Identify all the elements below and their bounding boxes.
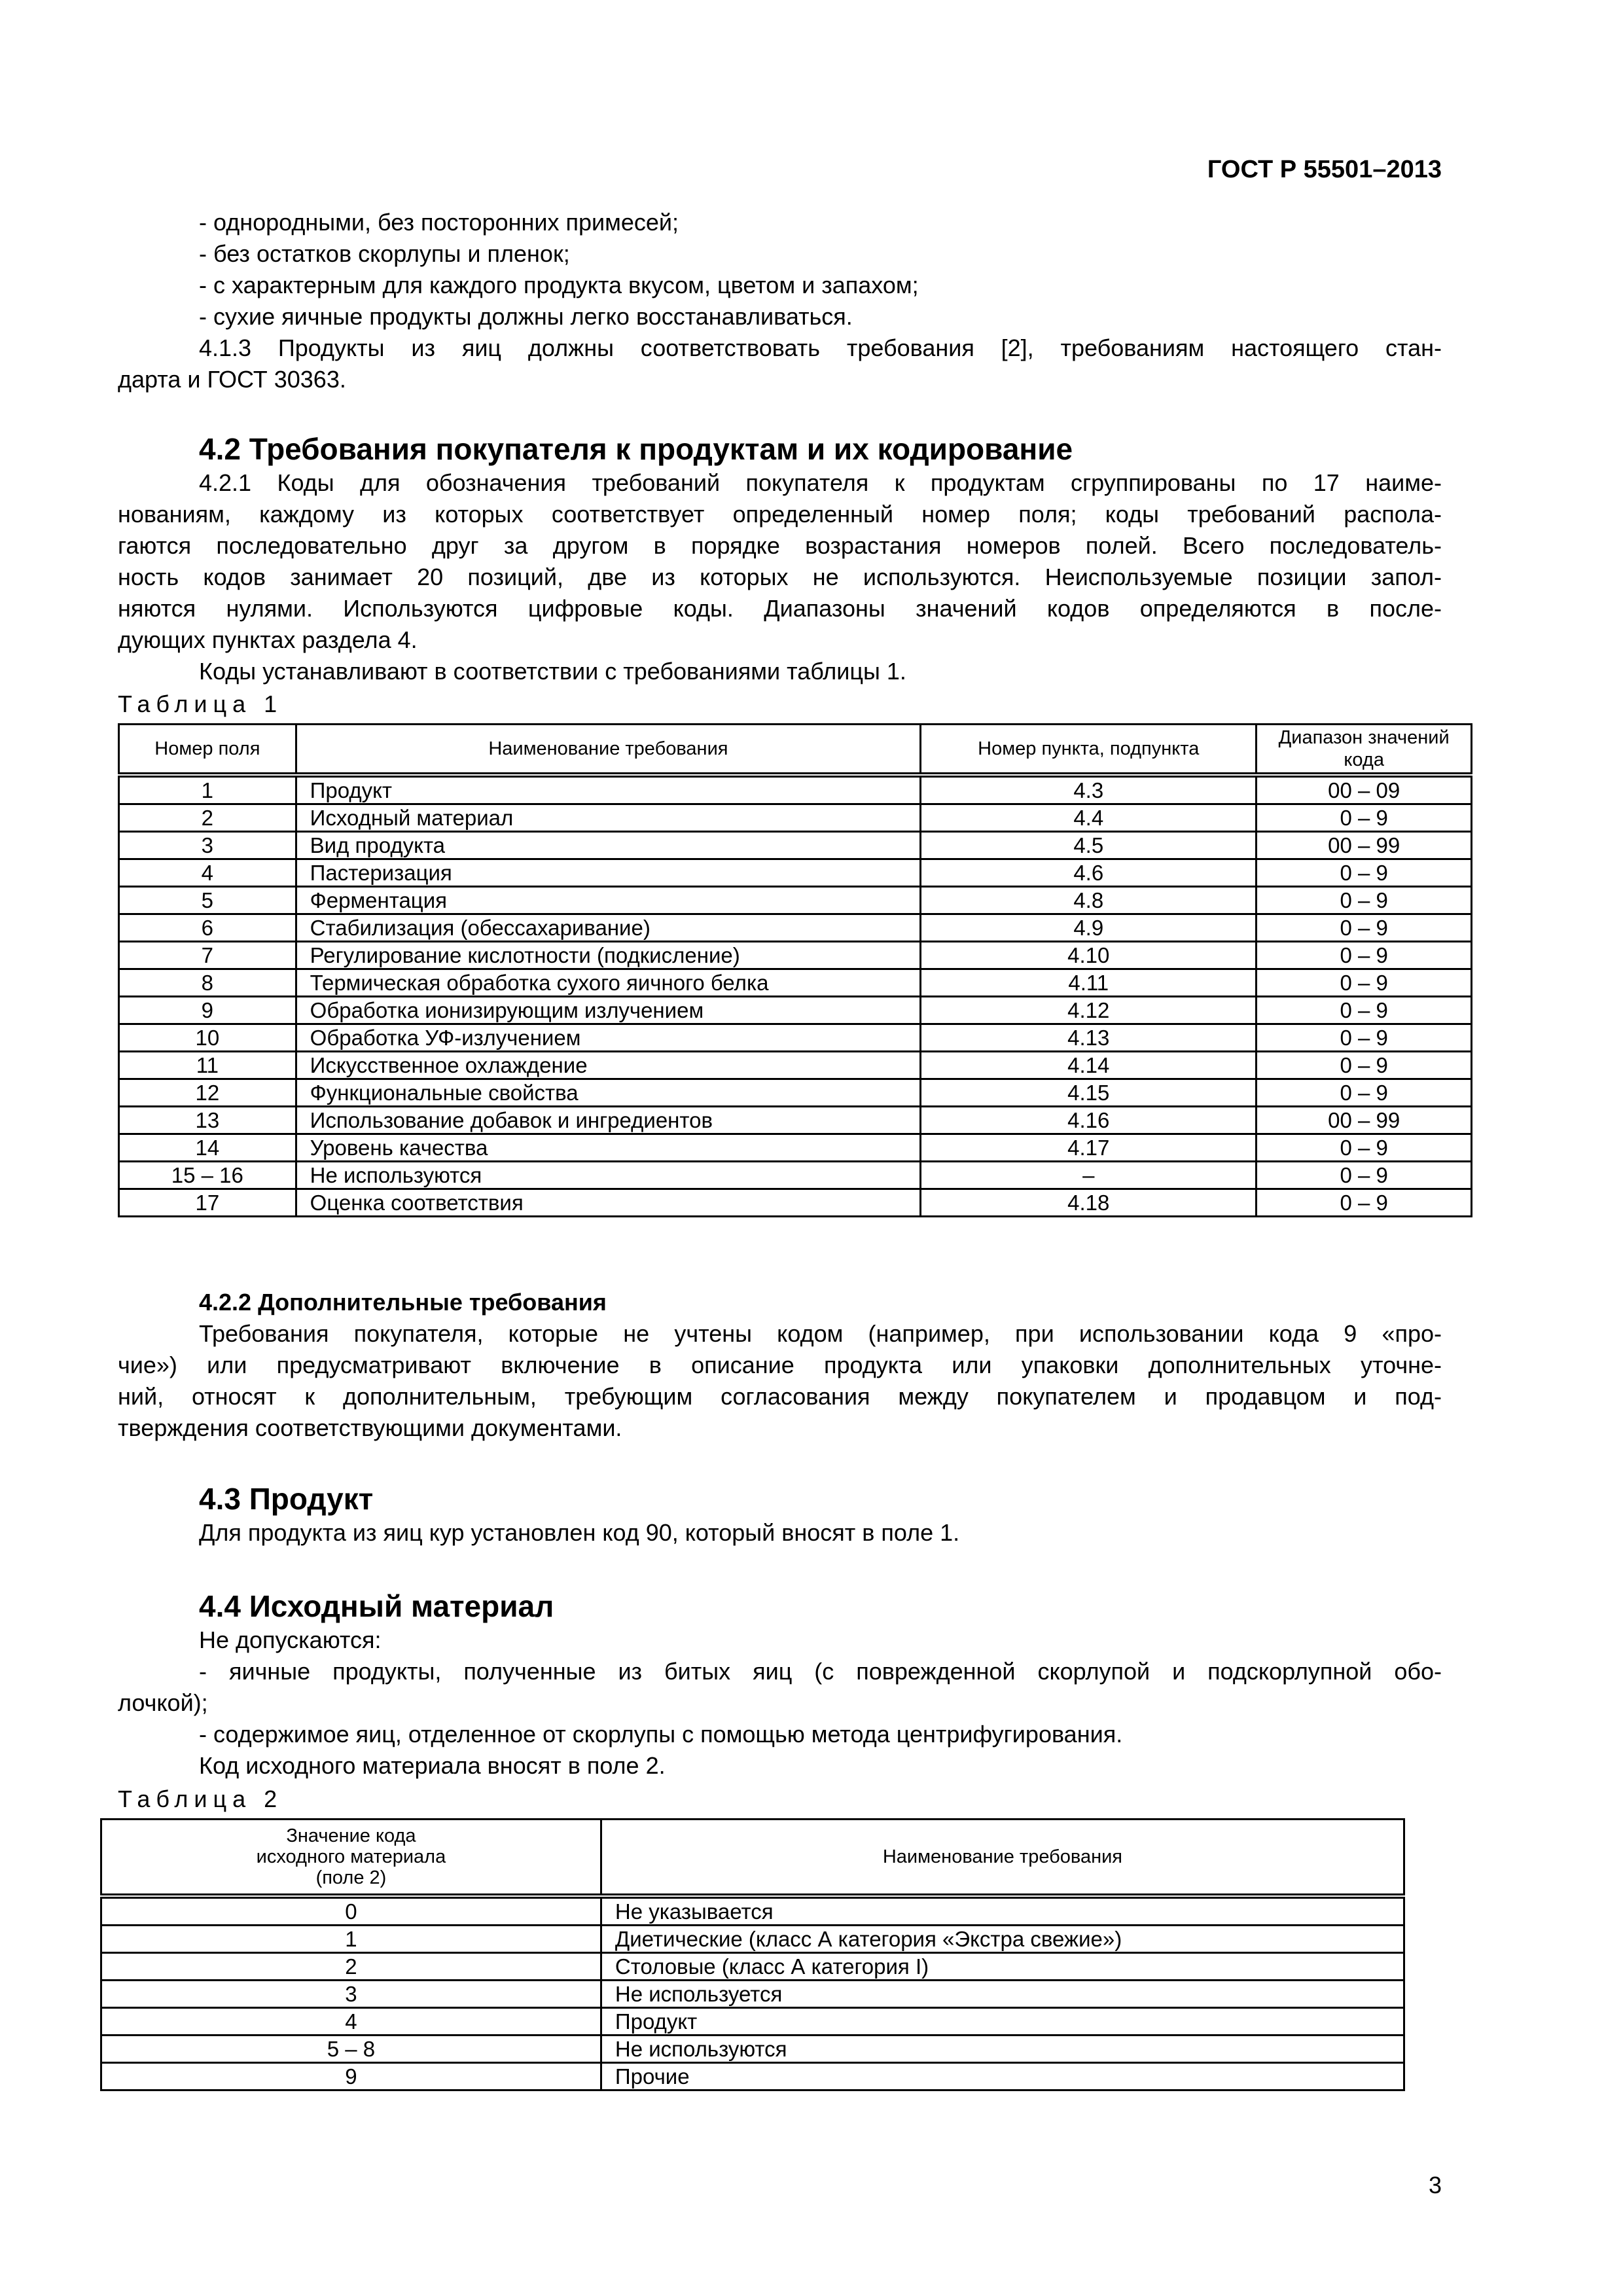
table-row — [119, 914, 1472, 942]
bullet: - сухие яичные продукты должны легко восстанавливаться. — [199, 303, 853, 330]
table-cell: 4 — [119, 859, 296, 887]
table-cell: 4.8 — [921, 887, 1257, 914]
table-cell: 4.6 — [921, 859, 1257, 887]
table-cell: 4.15 — [921, 1079, 1257, 1107]
table-row — [119, 1024, 1472, 1052]
table-cell: 0 – 9 — [1257, 1189, 1472, 1217]
table-cell: 0 – 9 — [1257, 804, 1472, 832]
table-row — [101, 2008, 1404, 2036]
table-cell: 0 – 9 — [1257, 1052, 1472, 1079]
paragraph-line: дарта и ГОСТ 30363. — [118, 366, 346, 393]
table-cell: 4.5 — [921, 832, 1257, 859]
table-cell: Прочие — [601, 2063, 1404, 2090]
table-cell: Искусственное охлаждение — [296, 1052, 921, 1079]
table-cell: 0 – 9 — [1257, 859, 1472, 887]
column-header: Наименование требования — [296, 725, 921, 776]
table-row — [101, 1926, 1404, 1953]
table-cell: 0 – 9 — [1257, 969, 1472, 997]
table-cell: 9 — [119, 997, 296, 1024]
table-cell: 4.3 — [921, 775, 1257, 804]
paragraph-line: тверждения соответствующими документами. — [118, 1414, 622, 1441]
table-cell: 8 — [119, 969, 296, 997]
section-4-2-2 — [118, 1287, 1442, 1444]
table-cell: Вид продукта — [296, 832, 921, 859]
table-cell: – — [921, 1162, 1257, 1189]
table-cell: Столовые (класс А категория I) — [601, 1953, 1404, 1981]
table-cell: Обработка ионизирующим излучением — [296, 997, 921, 1024]
paragraph-line: дующих пунктах раздела 4. — [118, 626, 418, 653]
table-cell: 4.16 — [921, 1107, 1257, 1134]
header-line: (поле 2) — [315, 1867, 387, 1888]
table2 — [100, 1818, 1405, 2091]
table-row — [119, 887, 1472, 914]
table-cell: 3 — [101, 1981, 601, 2008]
table-row — [101, 2036, 1404, 2063]
paragraph-line: ний, относят к дополнительным, требующим согласования между покупателем и продавцом и под- — [118, 1383, 1442, 1410]
table-cell: 4.4 — [921, 804, 1257, 832]
table-cell: 2 — [101, 1953, 601, 1981]
section-heading: 4.4 Исходный материал — [199, 1589, 554, 1623]
table-cell: Использование добавок и ингредиентов — [296, 1107, 921, 1134]
table-cell: Не указывается — [601, 1896, 1404, 1926]
paragraph-line: Коды устанавливают в соответствии с требованиями таблицы 1. — [199, 658, 906, 685]
table-cell: 3 — [119, 832, 296, 859]
table-row — [119, 859, 1472, 887]
table-cell: 4.9 — [921, 914, 1257, 942]
table-row — [119, 997, 1472, 1024]
paragraph-line: 4.2.1 Коды для обозначения требований покупателя к продуктам сгруппированы по 17 наиме- — [199, 469, 1442, 496]
paragraph-line: 4.1.3 Продукты из яиц должны соответствовать требования [2], требованиям настоящего стан- — [199, 334, 1442, 361]
table2-caption: Таблица 2 — [118, 1785, 283, 1812]
table-cell: Обработка УФ-излучением — [296, 1024, 921, 1052]
table-cell: 00 – 99 — [1257, 832, 1472, 859]
paragraph-line: Не допускаются: — [199, 1626, 382, 1653]
table-cell: 00 – 09 — [1257, 775, 1472, 804]
paragraph-line: гаются последовательно друг за другом в порядке возрастания номеров полей. Всего последователь- — [118, 532, 1442, 559]
table-cell: 0 – 9 — [1257, 914, 1472, 942]
table-cell: Термическая обработка сухого яичного белка — [296, 969, 921, 997]
table-row — [101, 1896, 1404, 1926]
table-cell: Стабилизация (обессахаривание) — [296, 914, 921, 942]
table1 — [118, 723, 1472, 1217]
table-cell: 11 — [119, 1052, 296, 1079]
section-4-3 — [118, 1480, 1442, 1549]
table-cell: 7 — [119, 942, 296, 969]
bullet: - без остатков скорлупы и пленок; — [199, 240, 570, 267]
table-cell: 13 — [119, 1107, 296, 1134]
paragraph-line: Для продукта из яиц кур установлен код 90, который вносят в поле 1. — [199, 1519, 960, 1546]
table-cell: Продукт — [296, 775, 921, 804]
table-row — [119, 1162, 1472, 1189]
table-cell: 4.14 — [921, 1052, 1257, 1079]
table-row — [119, 942, 1472, 969]
section-heading: 4.3 Продукт — [199, 1482, 374, 1516]
table-row — [119, 804, 1472, 832]
column-header: Диапазон значений кода — [1257, 725, 1472, 776]
table-row — [119, 1134, 1472, 1162]
paragraph-line: чие») или предусматривают включение в описание продукта или упаковки дополнительных уточне- — [118, 1352, 1442, 1378]
table-cell: Уровень качества — [296, 1134, 921, 1162]
paragraph-line: - яичные продукты, полученные из битых яиц (с поврежденной скорлупой и подскорлупной обо- — [199, 1658, 1442, 1685]
column-header: Наименование требования — [601, 1820, 1404, 1897]
header-line: Значение кода — [286, 1825, 416, 1846]
table-row — [119, 1079, 1472, 1107]
table-cell: 12 — [119, 1079, 296, 1107]
table2-header-row — [101, 1820, 1404, 1897]
table-cell: 0 – 9 — [1257, 997, 1472, 1024]
table-cell: 1 — [119, 775, 296, 804]
table-cell: 0 — [101, 1896, 601, 1926]
table-cell: 17 — [119, 1189, 296, 1217]
table-cell: Ферментация — [296, 887, 921, 914]
paragraph-line: - содержимое яиц, отделенное от скорлупы с помощью метода центрифугирования. — [199, 1721, 1123, 1748]
header-line: исходного материала — [256, 1846, 446, 1867]
bullet: - однородными, без посторонних примесей; — [199, 209, 679, 236]
table-row — [101, 1953, 1404, 1981]
table-cell: 15 – 16 — [119, 1162, 296, 1189]
table-cell: 4.11 — [921, 969, 1257, 997]
table-cell: Регулирование кислотности (подкисление) — [296, 942, 921, 969]
paragraph-line: ность кодов занимает 20 позиций, две из которых не используются. Неиспользуемые позиции запол- — [118, 564, 1442, 590]
section-4-4 — [118, 1588, 1442, 1782]
table-cell: Оценка соответствия — [296, 1189, 921, 1217]
table-cell: 9 — [101, 2063, 601, 2090]
paragraph-line: няются нулями. Используются цифровые коды. Диапазоны значений кодов определяются в после- — [118, 595, 1442, 622]
table-cell: 00 – 99 — [1257, 1107, 1472, 1134]
table-cell: Исходный материал — [296, 804, 921, 832]
table-cell: Диетические (класс А категория «Экстра свежие») — [601, 1926, 1404, 1953]
table-cell: Функциональные свойства — [296, 1079, 921, 1107]
document-id-header: ГОСТ Р 55501–2013 — [1207, 156, 1442, 183]
table-row — [119, 832, 1472, 859]
table-cell: 2 — [119, 804, 296, 832]
page-number: 3 — [1428, 2172, 1442, 2198]
table1-caption: Таблица 1 — [118, 691, 283, 717]
table1-header-row — [119, 725, 1472, 776]
table-cell: 0 – 9 — [1257, 942, 1472, 969]
column-header: Номер пункта, подпункта — [921, 725, 1257, 776]
bullet: - с характерным для каждого продукта вкусом, цветом и запахом; — [199, 272, 919, 298]
table-cell: 5 – 8 — [101, 2036, 601, 2063]
table-cell: Продукт — [601, 2008, 1404, 2036]
table-row — [119, 1189, 1472, 1217]
table-cell: 6 — [119, 914, 296, 942]
table-row — [101, 1981, 1404, 2008]
section-heading: 4.2 Требования покупателя к продуктам и их кодирование — [199, 432, 1073, 466]
paragraph-line: нованиям, каждому из которых соответствует определенный номер поля; коды требований распола- — [118, 501, 1442, 528]
paragraph-line: Требования покупателя, которые не учтены кодом (например, при использовании кода 9 «про- — [199, 1320, 1442, 1347]
table-cell: 0 – 9 — [1257, 1134, 1472, 1162]
table-cell: 4.10 — [921, 942, 1257, 969]
table-cell: 1 — [101, 1926, 601, 1953]
section-4-2 — [118, 431, 1442, 687]
table-cell: 4.17 — [921, 1134, 1257, 1162]
paragraph-line: лочкой); — [118, 1689, 208, 1716]
table-cell: 14 — [119, 1134, 296, 1162]
table-cell: 0 – 9 — [1257, 1079, 1472, 1107]
table-cell: 4.12 — [921, 997, 1257, 1024]
table-cell: Не используются — [296, 1162, 921, 1189]
table-cell: 0 – 9 — [1257, 887, 1472, 914]
subsection-heading: 4.2.2 Дополнительные требования — [199, 1289, 607, 1316]
table-cell: 0 – 9 — [1257, 1024, 1472, 1052]
column-header — [101, 1820, 601, 1897]
intro-section — [118, 207, 1442, 395]
table-cell: Пастеризация — [296, 859, 921, 887]
table-cell: 4.13 — [921, 1024, 1257, 1052]
table-row — [101, 2063, 1404, 2090]
table-cell: Не используется — [601, 1981, 1404, 2008]
table-row — [119, 969, 1472, 997]
table-cell: 10 — [119, 1024, 296, 1052]
table-cell: Не используются — [601, 2036, 1404, 2063]
table-row — [119, 1052, 1472, 1079]
paragraph-line: Код исходного материала вносят в поле 2. — [199, 1752, 666, 1779]
table-cell: 4 — [101, 2008, 601, 2036]
table-cell: 0 – 9 — [1257, 1162, 1472, 1189]
table-row — [119, 1107, 1472, 1134]
table-cell: 5 — [119, 887, 296, 914]
column-header: Номер поля — [119, 725, 296, 776]
table-row — [119, 775, 1472, 804]
table-cell: 4.18 — [921, 1189, 1257, 1217]
